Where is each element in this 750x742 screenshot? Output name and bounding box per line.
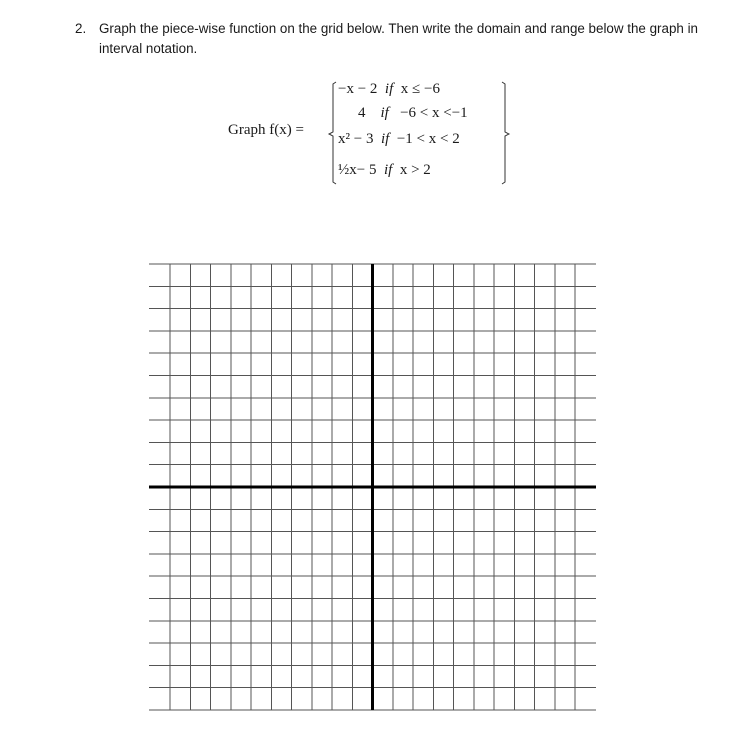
piece-1-if: if bbox=[384, 81, 394, 97]
piece-1-expr: −x − 2 bbox=[338, 81, 378, 97]
piece-1-cond: x ≤ −6 bbox=[400, 81, 440, 97]
question-text: Graph the piece-wise function on the grid below. Then write the domain and range below the graph in interval notation. bbox=[99, 21, 698, 56]
piece-3-expr: x² − 3 bbox=[338, 131, 374, 147]
piece-2-cond: −6 < x <−1 bbox=[400, 105, 468, 121]
piece-4-expr: ½x− 5 bbox=[338, 162, 377, 178]
question-number: 2. bbox=[75, 21, 87, 36]
piece-4-cond: x > 2 bbox=[399, 162, 431, 178]
piece-3-cond: −1 < x < 2 bbox=[396, 131, 460, 147]
piece-3-if: if bbox=[380, 131, 390, 147]
piece-4-if: if bbox=[383, 162, 393, 178]
function-label: Graph f(x) = bbox=[228, 122, 304, 138]
piece-2-expr: 4 bbox=[358, 105, 366, 121]
piece-2-if: if bbox=[380, 105, 389, 121]
